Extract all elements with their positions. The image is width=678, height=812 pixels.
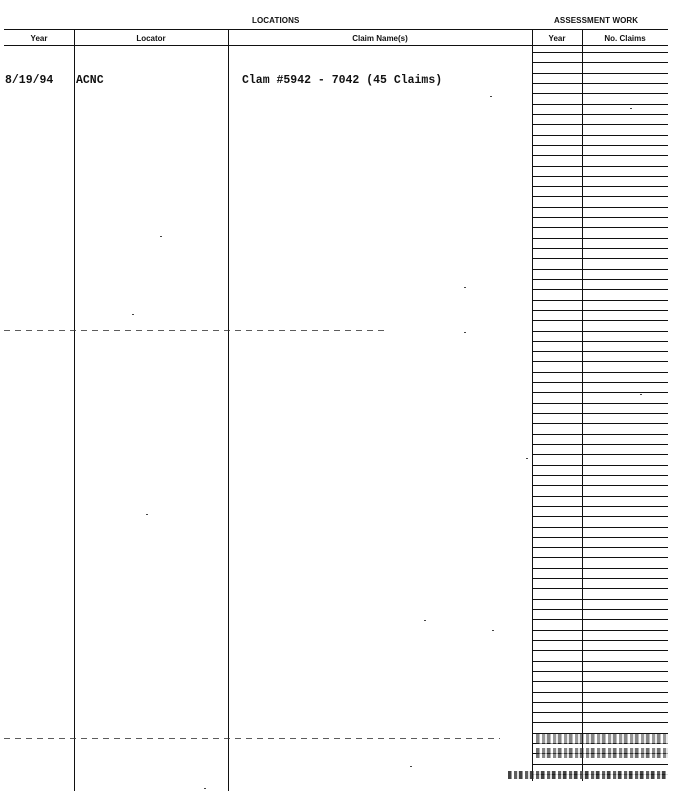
assessment-work-row-line [532, 310, 668, 311]
scan-speck [464, 332, 466, 333]
assessment-work-row-line [532, 73, 668, 74]
assessment-work-row-line [532, 702, 668, 703]
assessment-work-row-line [532, 186, 668, 187]
assessment-work-row-line [532, 465, 668, 466]
scan-speck [464, 287, 466, 288]
assessment-work-row-line [532, 341, 668, 342]
assessment-work-row-line [532, 331, 668, 332]
scan-speck [132, 314, 134, 315]
assessment-work-row-line [532, 764, 668, 765]
assessment-work-row-line [532, 661, 668, 662]
assessment-work-row-line [532, 269, 668, 270]
scan-speck [146, 514, 148, 515]
assessment-work-row-line [532, 145, 668, 146]
assessment-work-row-line [532, 454, 668, 455]
assessment-work-row-line [532, 124, 668, 125]
assessment-work-row-line [532, 238, 668, 239]
assessment-work-row-line [532, 361, 668, 362]
assessment-work-row-line [532, 444, 668, 445]
column-aw-no-claims: No. Claims [604, 34, 646, 43]
assessment-work-row-line [532, 496, 668, 497]
assessment-work-row-line [532, 681, 668, 682]
assessment-work-row-line [532, 485, 668, 486]
header-bottom-rule [4, 45, 668, 46]
assessment-work-row-line [532, 630, 668, 631]
assessment-work-row-line [532, 372, 668, 373]
assessment-work-row-line [532, 207, 668, 208]
assessment-work-row-line [532, 547, 668, 548]
assessment-work-row-line [532, 83, 668, 84]
scan-speck [490, 96, 492, 97]
assessment-work-row-line [532, 300, 668, 301]
scan-speck [492, 630, 494, 631]
assessment-work-row-line [532, 413, 668, 414]
scan-speck [630, 108, 632, 109]
entry-locator: ACNC [76, 74, 104, 87]
scan-speck [640, 394, 642, 395]
assessment-work-row-line [532, 382, 668, 383]
assessment-work-row-line [532, 114, 668, 115]
scan-speck [204, 788, 206, 789]
assessment-work-row-line [532, 62, 668, 63]
assessment-work-table [532, 52, 668, 774]
assessment-work-row-line [532, 671, 668, 672]
assessment-work-row-line [532, 227, 668, 228]
column-claim-names: Claim Name(s) [352, 34, 408, 43]
entry-year: 8/19/94 [5, 74, 54, 87]
assessment-work-row-line [532, 537, 668, 538]
assessment-work-row-line [532, 176, 668, 177]
locations-heading: LOCATIONS [252, 16, 300, 25]
assessment-work-row-line [532, 93, 668, 94]
assessment-work-row-line [532, 527, 668, 528]
assessment-work-row-line [532, 434, 668, 435]
assessment-work-row-line [532, 392, 668, 393]
rule-year-locator [74, 29, 75, 791]
scan-fold-line [4, 330, 384, 331]
assessment-work-row-line [532, 568, 668, 569]
assessment-work-row-line [532, 166, 668, 167]
assessment-work-row-line [532, 619, 668, 620]
assessment-work-row-line [532, 599, 668, 600]
column-aw-year: Year [548, 34, 566, 43]
scan-speck [160, 236, 162, 237]
scan-noise [536, 748, 668, 758]
scan-fold-line-lower [4, 738, 500, 739]
entry-claim-names: Clam #5942 - 7042 (45 Claims) [242, 74, 443, 87]
assessment-work-row-line [532, 289, 668, 290]
scan-speck [526, 458, 528, 459]
assessment-work-row-line [532, 52, 668, 53]
assessment-work-row-line [532, 423, 668, 424]
assessment-work-row-line [532, 609, 668, 610]
assessment-work-row-line [532, 516, 668, 517]
assessment-work-row-line [532, 279, 668, 280]
scan-speck [424, 620, 426, 621]
assessment-work-row-line [532, 155, 668, 156]
assessment-work-row-line [532, 722, 668, 723]
column-year: Year [30, 34, 48, 43]
assessment-work-row-line [532, 403, 668, 404]
assessment-work-row-line [532, 557, 668, 558]
assessment-work-row-line [532, 248, 668, 249]
assessment-work-row-line [532, 320, 668, 321]
assessment-work-row-line [532, 258, 668, 259]
assessment-work-row-line [532, 351, 668, 352]
scan-noise [508, 771, 668, 779]
assessment-work-row-line [532, 135, 668, 136]
assessment-work-row-line [532, 692, 668, 693]
assessment-work-row-line [532, 506, 668, 507]
column-locator: Locator [136, 34, 166, 43]
assessment-work-row-line [532, 588, 668, 589]
assessment-work-heading: ASSESSMENT WORK [554, 16, 639, 25]
assessment-work-row-line [532, 712, 668, 713]
assessment-work-row-line [532, 217, 668, 218]
assessment-work-row-line [532, 578, 668, 579]
assessment-work-row-line [532, 640, 668, 641]
assessment-work-row-line [532, 104, 668, 105]
scan-noise [536, 734, 668, 744]
assessment-work-row-line [532, 475, 668, 476]
header-top-rule [4, 29, 668, 30]
rule-locator-claims [228, 29, 229, 791]
assessment-work-row-line [532, 650, 668, 651]
assessment-work-row-line [532, 196, 668, 197]
scan-speck [410, 766, 412, 767]
